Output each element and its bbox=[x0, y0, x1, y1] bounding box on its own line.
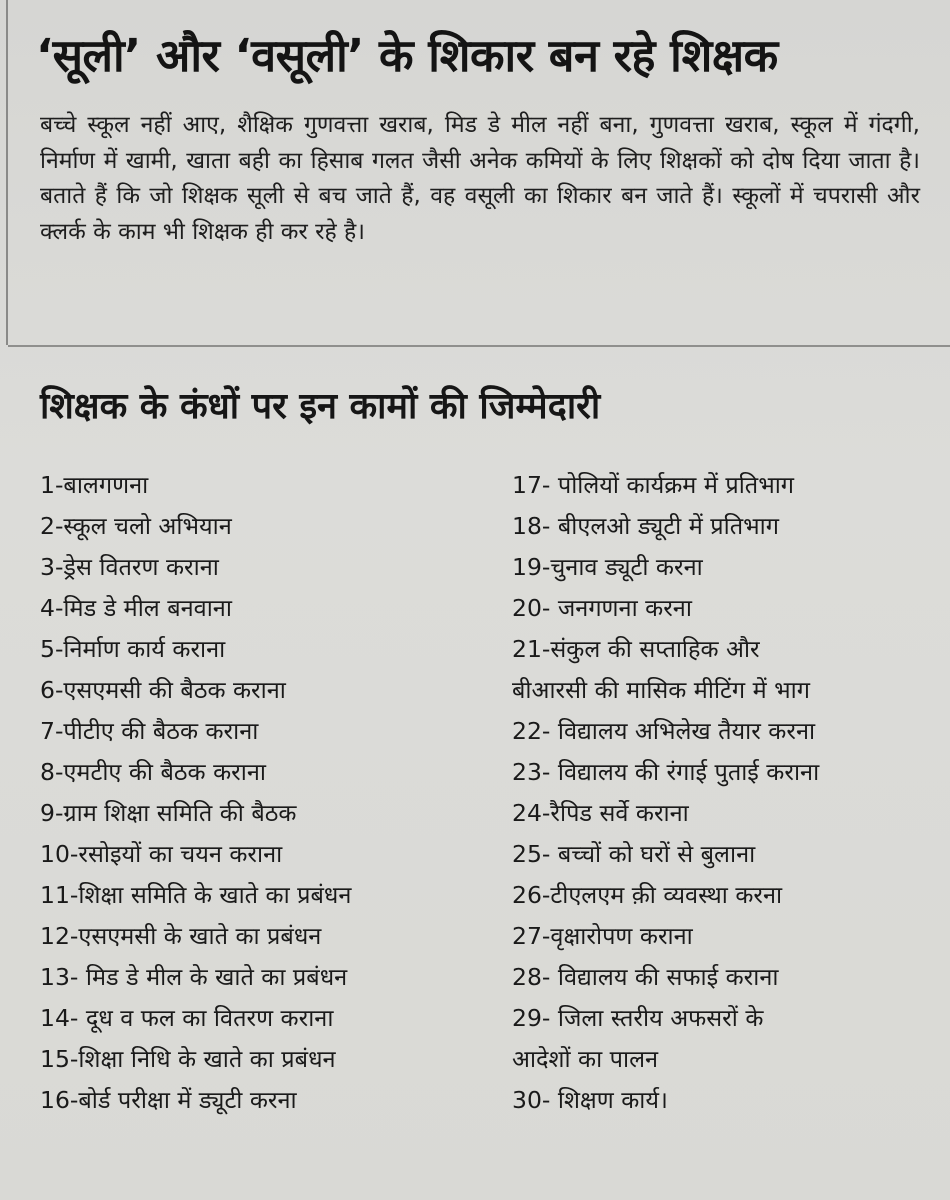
duty-item: 1-बालगणना bbox=[40, 471, 149, 499]
duty-item: 21-संकुल की सप्ताहिक और bbox=[512, 635, 760, 663]
duty-item: 23- विद्यालय की रंगाई पुताई कराना bbox=[512, 758, 820, 786]
duty-item: 3-ड्रेस वितरण कराना bbox=[40, 553, 219, 581]
intro-paragraph: बच्चे स्कूल नहीं आए, शैक्षिक गुणवत्ता खराब, मिड डे मील नहीं बना, गुणवत्ता खराब, स्कूल में गंदगी, निर्माण में खामी, खाता बही का हिसाब गलत जैसी अनेक कमियों के लिए शिक्षकों को दोष दिया जाता है। बताते हैं कि जो शिक्षक सूली से बच जाते हैं, वह वसूली का शिकार बन जाते हैं। स्कूलों में चपरासी और क्लर्क के काम भी शिक्षक ही कर रहे है। bbox=[40, 112, 920, 245]
duty-item: 15-शिक्षा निधि के खाते का प्रबंधन bbox=[40, 1045, 336, 1073]
column-rule bbox=[6, 0, 8, 345]
duty-item: 26-टीएलएम क़ी व्यवस्था करना bbox=[512, 881, 783, 909]
duty-item: 27-वृक्षारोपण कराना bbox=[512, 922, 693, 950]
duty-item: 2-स्कूल चलो अभियान bbox=[40, 512, 232, 540]
duty-item-continuation: आदेशों का पालन bbox=[512, 1045, 659, 1073]
duty-item: 19-चुनाव ड्यूटी करना bbox=[512, 553, 703, 581]
duty-item: 8-एमटीए की बैठक कराना bbox=[40, 758, 266, 786]
duty-item: 20- जनगणना करना bbox=[512, 594, 692, 622]
duty-item: 17- पोलियों कार्यक्रम में प्रतिभाग bbox=[512, 471, 795, 499]
duty-item: 7-पीटीए की बैठक कराना bbox=[40, 717, 259, 745]
headline: ‘सूली’ और ‘वसूली’ के शिकार बन रहे शिक्षक bbox=[36, 29, 778, 82]
duty-item: 5-निर्माण कार्य कराना bbox=[40, 635, 226, 663]
duty-item: 16-बोर्ड परीक्षा में ड्यूटी करना bbox=[40, 1086, 297, 1114]
duty-item: 14- दूध व फल का वितरण कराना bbox=[40, 1004, 334, 1032]
duty-item-continuation: बीआरसी की मासिक मीटिंग में भाग bbox=[512, 676, 810, 704]
duty-item: 11-शिक्षा समिति के खाते का प्रबंधन bbox=[40, 881, 352, 909]
duties-list-left bbox=[40, 465, 480, 1121]
duty-item: 29- जिला स्तरीय अफसरों के bbox=[512, 1004, 764, 1032]
duty-item: 13- मिड डे मील के खाते का प्रबंधन bbox=[40, 963, 348, 991]
duty-item: 22- विद्यालय अभिलेख तैयार करना bbox=[512, 717, 816, 745]
duties-list-right bbox=[512, 465, 942, 1121]
duty-item: 24-रैपिड सर्वे कराना bbox=[512, 799, 689, 827]
duty-item: 9-ग्राम शिक्षा समिति की बैठक bbox=[40, 799, 297, 827]
section-divider bbox=[8, 345, 950, 347]
duty-item: 12-एसएमसी के खाते का प्रबंधन bbox=[40, 922, 322, 950]
duty-item: 25- बच्चों को घरों से बुलाना bbox=[512, 840, 756, 868]
duty-item: 6-एसएमसी की बैठक कराना bbox=[40, 676, 286, 704]
duties-subheadline: शिक्षक के कंधों पर इन कामों की जिम्मेदारी bbox=[40, 386, 601, 427]
duty-item: 28- विद्यालय की सफाई कराना bbox=[512, 963, 779, 991]
duty-item: 18- बीएलओ ड्यूटी में प्रतिभाग bbox=[512, 512, 779, 540]
duty-item: 4-मिड डे मील बनवाना bbox=[40, 594, 232, 622]
duty-item: 10-रसोइयों का चयन कराना bbox=[40, 840, 283, 868]
duty-item: 30- शिक्षण कार्य। bbox=[512, 1086, 668, 1114]
